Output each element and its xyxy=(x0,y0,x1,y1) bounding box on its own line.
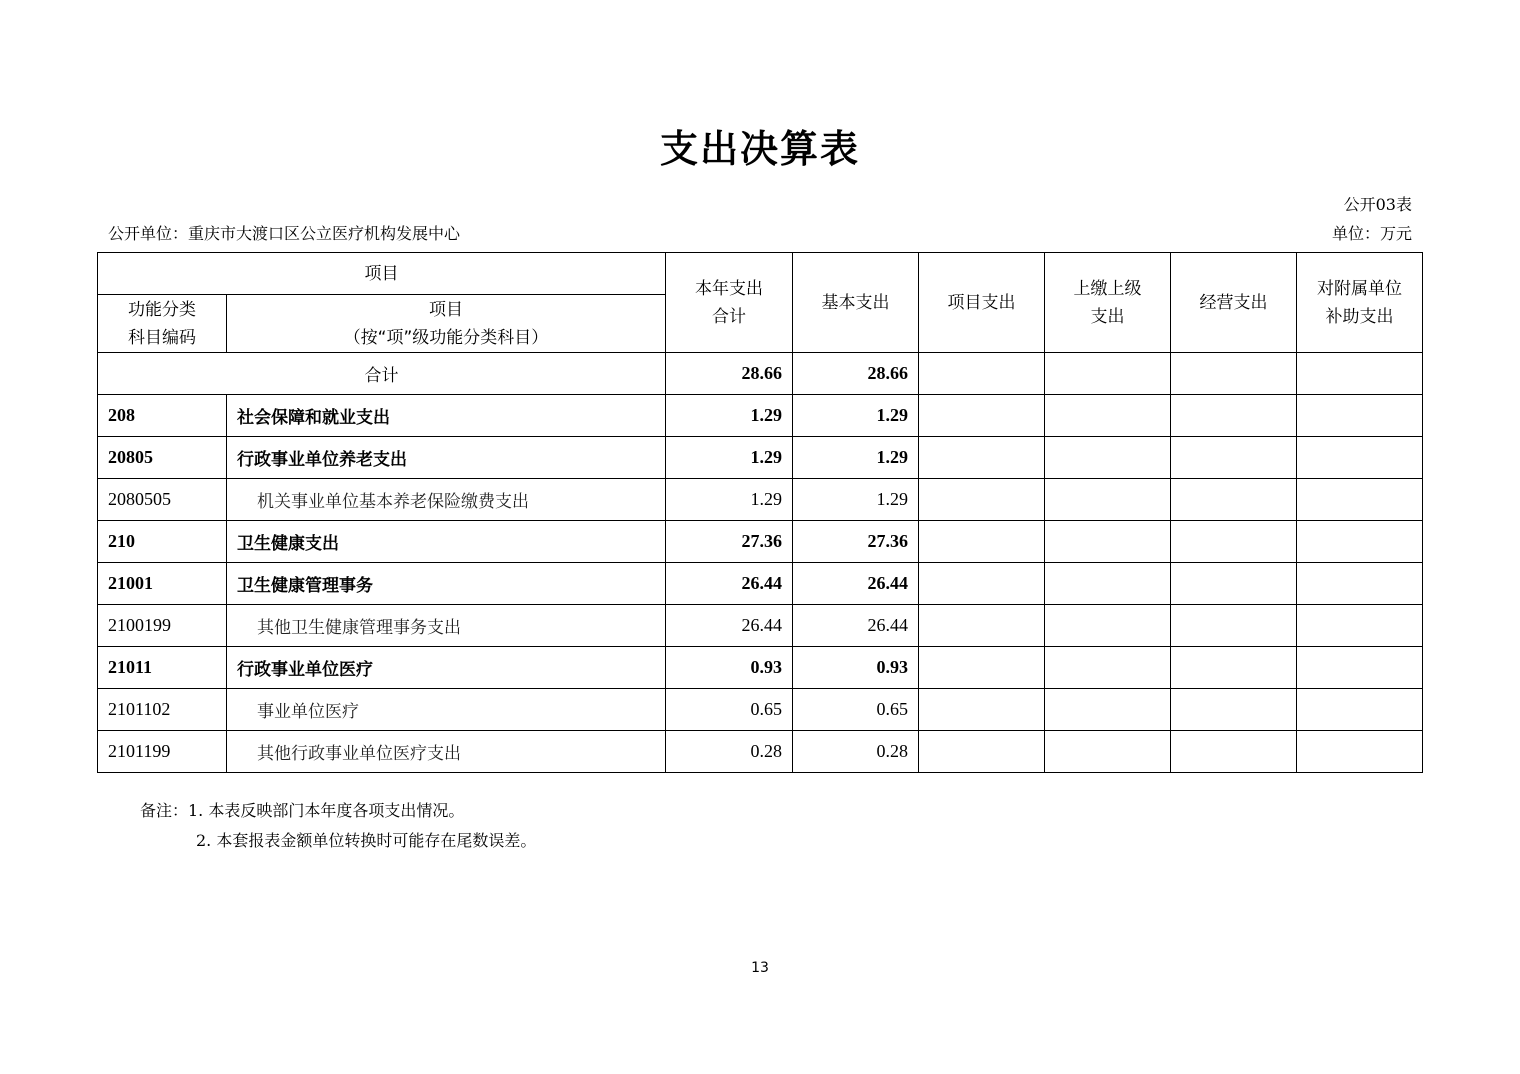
table-row xyxy=(98,605,1423,647)
header-upper xyxy=(1045,253,1171,353)
empty-cell xyxy=(1171,605,1297,647)
row-total: 26.44 xyxy=(666,605,793,647)
row-total: 26.44 xyxy=(666,563,793,605)
empty-cell xyxy=(919,647,1045,689)
empty-cell xyxy=(1171,479,1297,521)
total-row xyxy=(98,353,1423,395)
row-name: 其他卫生健康管理事务支出 xyxy=(227,605,666,647)
header-subsidy-line2: 补助支出 xyxy=(1325,306,1394,327)
empty-cell xyxy=(1171,689,1297,731)
currency-unit: 单位：万元 xyxy=(1331,224,1412,243)
table-row xyxy=(98,731,1423,773)
row-total: 27.36 xyxy=(666,521,793,563)
empty-cell xyxy=(1297,647,1423,689)
reporting-unit: 公开单位：重庆市大渡口区公立医疗机构发展中心 xyxy=(108,224,461,243)
table-row xyxy=(98,395,1423,437)
header-subsidy xyxy=(1297,253,1423,353)
row-code: 20805 xyxy=(98,437,227,479)
row-code: 2101102 xyxy=(98,689,227,731)
empty-cell xyxy=(919,689,1045,731)
empty-cell xyxy=(1045,395,1171,437)
row-name: 其他行政事业单位医疗支出 xyxy=(227,731,666,773)
row-total: 1.29 xyxy=(666,395,793,437)
row-total: 1.29 xyxy=(666,437,793,479)
empty-cell xyxy=(1171,731,1297,773)
row-basic: 27.36 xyxy=(793,521,919,563)
header-upper-line2: 支出 xyxy=(1090,306,1125,327)
empty-cell xyxy=(1171,437,1297,479)
table-row xyxy=(98,647,1423,689)
empty-cell xyxy=(1045,689,1171,731)
row-basic: 1.29 xyxy=(793,395,919,437)
empty-cell xyxy=(1045,563,1171,605)
header-business: 经营支出 xyxy=(1171,253,1297,353)
table-row xyxy=(98,437,1423,479)
empty-cell xyxy=(1045,353,1171,395)
header-item-line2: （按“项”级功能分类科目） xyxy=(343,327,549,348)
empty-cell xyxy=(919,395,1045,437)
header-total-line2: 合计 xyxy=(712,306,746,327)
empty-cell xyxy=(1297,353,1423,395)
header-project: 项目 xyxy=(98,253,666,295)
header-upper-line1: 上缴上级 xyxy=(1073,278,1142,299)
row-name: 行政事业单位养老支出 xyxy=(227,437,666,479)
empty-cell xyxy=(919,731,1045,773)
total-basic: 28.66 xyxy=(793,353,919,395)
row-name: 行政事业单位医疗 xyxy=(227,647,666,689)
header-total xyxy=(666,253,793,353)
empty-cell xyxy=(1045,521,1171,563)
row-name: 事业单位医疗 xyxy=(227,689,666,731)
header-subsidy-line1: 对附属单位 xyxy=(1317,278,1402,299)
row-basic: 26.44 xyxy=(793,563,919,605)
row-total: 0.65 xyxy=(666,689,793,731)
empty-cell xyxy=(1297,395,1423,437)
form-number: 公开03表 xyxy=(1343,195,1412,214)
empty-cell xyxy=(1297,437,1423,479)
empty-cell xyxy=(1171,563,1297,605)
empty-cell xyxy=(1045,437,1171,479)
empty-cell xyxy=(1171,353,1297,395)
empty-cell xyxy=(1045,479,1171,521)
row-basic: 0.93 xyxy=(793,647,919,689)
empty-cell xyxy=(1045,605,1171,647)
row-code: 210 xyxy=(98,521,227,563)
empty-cell xyxy=(1045,647,1171,689)
row-total: 0.93 xyxy=(666,647,793,689)
row-name: 机关事业单位基本养老保险缴费支出 xyxy=(227,479,666,521)
empty-cell xyxy=(919,563,1045,605)
row-basic: 26.44 xyxy=(793,605,919,647)
page-title: 支出决算表 xyxy=(659,127,860,171)
header-code-line1: 功能分类 xyxy=(128,299,196,320)
empty-cell xyxy=(1297,521,1423,563)
empty-cell xyxy=(1297,731,1423,773)
row-basic: 0.65 xyxy=(793,689,919,731)
row-code: 21011 xyxy=(98,647,227,689)
total-label: 合计 xyxy=(98,353,666,395)
header-basic: 基本支出 xyxy=(793,253,919,353)
table-row xyxy=(98,689,1423,731)
total-amount: 28.66 xyxy=(666,353,793,395)
header-code-line2: 科目编码 xyxy=(128,327,196,348)
empty-cell xyxy=(919,605,1045,647)
empty-cell xyxy=(1297,479,1423,521)
header-item xyxy=(227,295,666,353)
row-total: 0.28 xyxy=(666,731,793,773)
empty-cell xyxy=(1297,689,1423,731)
row-name: 社会保障和就业支出 xyxy=(227,395,666,437)
note-line-2: 2. 本套报表金额单位转换时可能存在尾数误差。 xyxy=(196,831,537,850)
header-item-line1: 项目 xyxy=(429,299,463,320)
row-total: 1.29 xyxy=(666,479,793,521)
empty-cell xyxy=(919,479,1045,521)
empty-cell xyxy=(919,521,1045,563)
row-basic: 0.28 xyxy=(793,731,919,773)
note-line-1: 备注：1. 本表反映部门本年度各项支出情况。 xyxy=(140,801,465,820)
empty-cell xyxy=(1171,521,1297,563)
row-basic: 1.29 xyxy=(793,479,919,521)
row-name: 卫生健康管理事务 xyxy=(227,563,666,605)
empty-cell xyxy=(1171,647,1297,689)
row-code: 208 xyxy=(98,395,227,437)
empty-cell xyxy=(919,353,1045,395)
table-row xyxy=(98,479,1423,521)
row-basic: 1.29 xyxy=(793,437,919,479)
notes xyxy=(140,796,536,856)
empty-cell xyxy=(1171,395,1297,437)
empty-cell xyxy=(1045,731,1171,773)
header-total-line1: 本年支出 xyxy=(695,278,763,299)
expenditure-table xyxy=(97,252,1423,773)
row-code: 2080505 xyxy=(98,479,227,521)
header-code xyxy=(98,295,227,353)
table-row xyxy=(98,521,1423,563)
header-project-expenditure: 项目支出 xyxy=(919,253,1045,353)
empty-cell xyxy=(919,437,1045,479)
page-number: 13 xyxy=(751,960,769,976)
empty-cell xyxy=(1297,605,1423,647)
table-row xyxy=(98,563,1423,605)
row-code: 2100199 xyxy=(98,605,227,647)
row-name: 卫生健康支出 xyxy=(227,521,666,563)
row-code: 2101199 xyxy=(98,731,227,773)
empty-cell xyxy=(1297,563,1423,605)
row-code: 21001 xyxy=(98,563,227,605)
